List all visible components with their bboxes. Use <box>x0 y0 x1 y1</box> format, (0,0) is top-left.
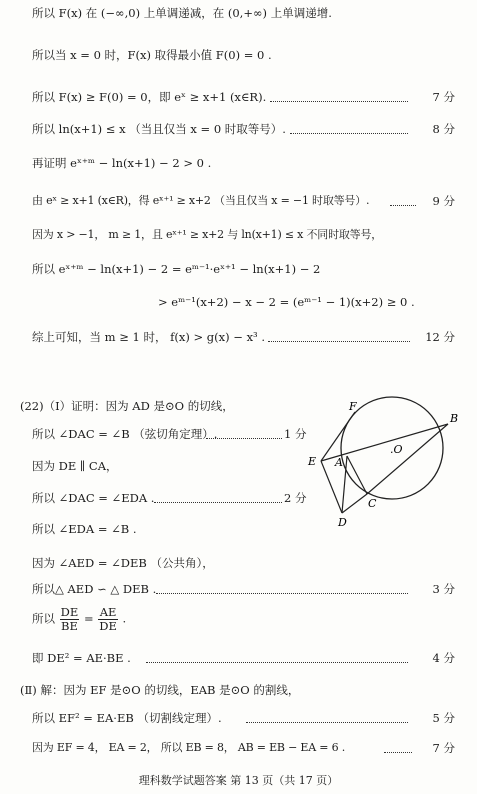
score-9: 9 分 <box>432 194 455 208</box>
step-chord-tangent: 所以 ∠DAC = ∠B （弦切角定理）. <box>32 427 218 441</box>
score-leader-dots <box>146 662 408 663</box>
step-compute: 因为 EF = 4， EA = 2， 所以 EB = 8， AB = EB − EA = 6 . <box>32 741 345 754</box>
score-5: 5 分 <box>432 711 455 725</box>
label-d: D <box>338 516 347 529</box>
label-b: B <box>450 412 459 425</box>
proof-line-exp-inequality: 所以 F(x) ≥ F(0) = 0，即 eˣ ≥ x+1 (x∈R). <box>32 90 267 104</box>
step-ratio <box>32 606 126 633</box>
score-leader-dots <box>270 101 408 102</box>
score-12: 12 分 <box>425 330 455 344</box>
score-1: 1 分 <box>284 427 307 441</box>
fraction-de-be <box>60 606 80 633</box>
proof-line-conclusion: 综上可知，当 m ≥ 1 时， f(x) > g(x) − x³ . <box>32 330 265 344</box>
label-f: F <box>349 400 357 413</box>
fraction-numerator: AE <box>99 605 117 619</box>
proof-line-conditions: 因为 x > −1， m ≥ 1，且 eˣ⁺¹ ≥ x+2 与 ln(x+1) ≤ x 不同时取等号， <box>32 228 383 241</box>
page-footer: 理科数学试题答案 第 13 页（共 17 页） <box>138 774 339 787</box>
segment-ef <box>321 412 355 461</box>
ratio-period: . <box>122 611 127 626</box>
step-similar: 所以△ AED ∽ △ DEB . <box>32 582 157 596</box>
score-leader-dots <box>390 205 416 206</box>
score-3: 3 分 <box>432 582 455 596</box>
part-2-heading: (Ⅱ) 解：因为 EF 是⊙O 的切线，EAB 是⊙O 的割线， <box>20 683 300 697</box>
label-c: C <box>368 497 377 510</box>
proof-line-claim: 再证明 eˣ⁺ᵐ − ln(x+1) − 2 > 0 . <box>32 156 212 170</box>
score-leader-dots <box>206 438 282 439</box>
proof-line-ln-inequality: 所以 ln(x+1) ≤ x （当且仅当 x = 0 时取等号）. <box>32 122 286 136</box>
step-angle-b: 所以 ∠EDA = ∠B . <box>32 522 137 536</box>
score-7: 7 分 <box>432 90 455 104</box>
score-leader-dots <box>156 593 408 594</box>
segment-dc <box>342 494 367 513</box>
score-8: 8 分 <box>432 122 455 136</box>
fraction-denominator: BE <box>61 619 78 633</box>
fraction-ae-de <box>98 606 118 633</box>
proof-line-minimum: 所以当 x = 0 时，F(x) 取得最小值 F(0) = 0 . <box>32 48 272 62</box>
score-leader-dots <box>154 502 282 503</box>
step-product: 即 DE² = AE·BE . <box>32 651 131 665</box>
fraction-numerator: DE <box>60 605 79 619</box>
proof-line-bound: > eᵐ⁻¹(x+2) − x − 2 = (eᵐ⁻¹ − 1)(x+2) ≥ 0 . <box>158 295 415 309</box>
step-angle-eda: 所以 ∠DAC = ∠EDA . <box>32 491 155 505</box>
step-parallel: 因为 DE ∥ CA， <box>32 459 118 473</box>
proof-line-equation: 所以 eˣ⁺ᵐ − ln(x+1) − 2 = eᵐ⁻¹·eˣ⁺¹ − ln(x+1) − 2 <box>32 262 321 276</box>
score-7b: 7 分 <box>432 741 455 755</box>
score-2: 2 分 <box>284 491 307 505</box>
score-leader-dots <box>268 341 410 342</box>
score-leader-dots <box>246 722 408 723</box>
segment-cb <box>367 424 448 494</box>
ratio-prefix: 所以 <box>32 611 55 626</box>
segment-ac <box>347 456 367 494</box>
label-o: .O <box>390 443 403 456</box>
proof-line-shifted: 由 eˣ ≥ x+1 (x∈R)，得 eˣ⁺¹ ≥ x+2 （当且仅当 x = −1 时取等号）. <box>32 194 370 207</box>
step-secant-tangent: 所以 EF² = EA·EB （切割线定理）. <box>32 711 222 725</box>
score-leader-dots <box>290 133 408 134</box>
problem-22-heading: (22)（Ⅰ）证明：因为 AD 是⊙O 的切线， <box>20 399 234 413</box>
circle-tangent-figure <box>305 395 465 535</box>
label-e: E <box>308 455 317 468</box>
score-4: 4 分 <box>432 651 455 665</box>
step-common-angle: 因为 ∠AED = ∠DEB （公共角）， <box>32 556 214 570</box>
fraction-denominator: DE <box>99 619 117 633</box>
proof-line-monotonic: 所以 F(x) 在 (−∞,0) 上单调递减，在 (0,+∞) 上单调递增. <box>32 6 332 20</box>
label-a: A <box>335 456 343 469</box>
ratio-equals: = <box>83 611 94 626</box>
score-leader-dots <box>384 752 412 753</box>
